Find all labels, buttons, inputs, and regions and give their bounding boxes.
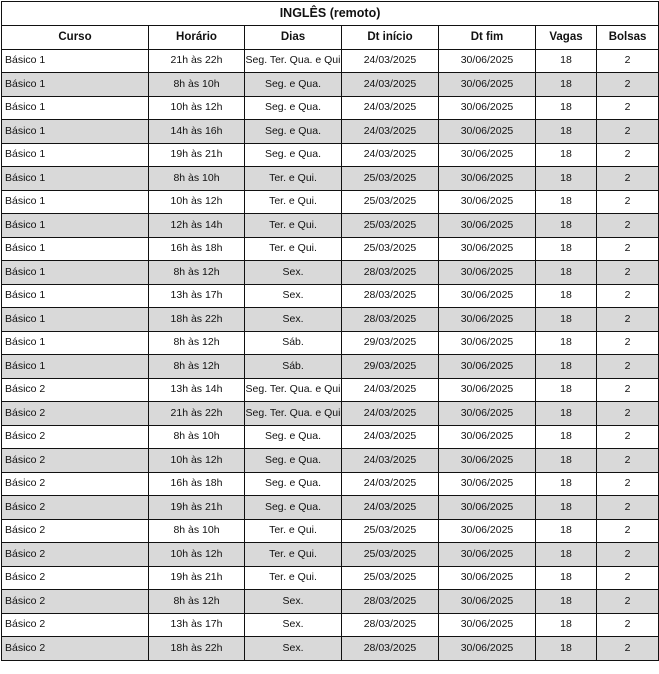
curso-cell: Básico 1 [2,355,149,379]
bolsas-cell: 2 [597,49,659,73]
horario-cell: 13h às 17h [149,284,245,308]
bolsas-cell: 2 [597,73,659,97]
dt-fim-cell: 30/06/2025 [439,637,536,661]
dt-fim-cell: 30/06/2025 [439,284,536,308]
horario-cell: 8h às 12h [149,331,245,355]
vagas-cell: 18 [536,143,597,167]
vagas-cell: 18 [536,355,597,379]
curso-cell: Básico 2 [2,637,149,661]
bolsas-cell: 2 [597,190,659,214]
horario-cell: 8h às 12h [149,590,245,614]
dias-cell: Ter. e Qui. [245,519,342,543]
vagas-cell: 18 [536,214,597,238]
dt-inicio-cell: 25/03/2025 [342,566,439,590]
table-row [2,49,659,73]
dt-fim-cell: 30/06/2025 [439,143,536,167]
dias-cell: Seg. e Qua. [245,425,342,449]
dias-cell: Seg. e Qua. [245,73,342,97]
table-row [2,472,659,496]
curso-cell: Básico 2 [2,425,149,449]
table-row [2,355,659,379]
curso-cell: Básico 2 [2,519,149,543]
curso-cell: Básico 2 [2,496,149,520]
dias-cell: Ter. e Qui. [245,543,342,567]
horario-cell: 16h às 18h [149,472,245,496]
schedule-table [1,1,659,661]
dt-fim-cell: 30/06/2025 [439,261,536,285]
dt-inicio-cell: 24/03/2025 [342,496,439,520]
table-row [2,331,659,355]
vagas-cell: 18 [536,167,597,191]
dt-fim-cell: 30/06/2025 [439,449,536,473]
horario-cell: 19h às 21h [149,566,245,590]
curso-cell: Básico 1 [2,190,149,214]
dias-cell: Sex. [245,613,342,637]
curso-cell: Básico 2 [2,613,149,637]
table-row [2,190,659,214]
bolsas-cell: 2 [597,637,659,661]
column-header-dt-fim: Dt fim [439,26,536,50]
dias-cell: Seg. e Qua. [245,120,342,144]
vagas-cell: 18 [536,237,597,261]
table-row [2,613,659,637]
horario-cell: 19h às 21h [149,496,245,520]
bolsas-cell: 2 [597,120,659,144]
dias-cell: Sex. [245,590,342,614]
table-row [2,637,659,661]
curso-cell: Básico 1 [2,73,149,97]
curso-cell: Básico 2 [2,449,149,473]
dias-cell: Sex. [245,261,342,285]
dias-cell: Ter. e Qui. [245,190,342,214]
table-row [2,425,659,449]
table-row [2,167,659,191]
table-row [2,214,659,238]
dt-inicio-cell: 24/03/2025 [342,120,439,144]
bolsas-cell: 2 [597,355,659,379]
dt-inicio-cell: 24/03/2025 [342,96,439,120]
table-row [2,308,659,332]
curso-cell: Básico 1 [2,284,149,308]
dias-cell: Sex. [245,308,342,332]
dt-inicio-cell: 28/03/2025 [342,613,439,637]
vagas-cell: 18 [536,308,597,332]
horario-cell: 21h às 22h [149,49,245,73]
bolsas-cell: 2 [597,378,659,402]
dias-cell: Seg. e Qua. [245,496,342,520]
dt-fim-cell: 30/06/2025 [439,73,536,97]
bolsas-cell: 2 [597,590,659,614]
curso-cell: Básico 1 [2,308,149,332]
curso-cell: Básico 1 [2,331,149,355]
dt-fim-cell: 30/06/2025 [439,120,536,144]
horario-cell: 21h às 22h [149,402,245,426]
vagas-cell: 18 [536,331,597,355]
vagas-cell: 18 [536,496,597,520]
curso-cell: Básico 1 [2,49,149,73]
horario-cell: 13h às 17h [149,613,245,637]
dt-inicio-cell: 25/03/2025 [342,214,439,238]
vagas-cell: 18 [536,519,597,543]
bolsas-cell: 2 [597,613,659,637]
dias-cell: Sex. [245,284,342,308]
table-row [2,402,659,426]
bolsas-cell: 2 [597,449,659,473]
table-row [2,96,659,120]
horario-cell: 19h às 21h [149,143,245,167]
table-row [2,73,659,97]
dt-inicio-cell: 28/03/2025 [342,261,439,285]
dt-inicio-cell: 29/03/2025 [342,331,439,355]
dt-fim-cell: 30/06/2025 [439,355,536,379]
dt-inicio-cell: 28/03/2025 [342,284,439,308]
vagas-cell: 18 [536,284,597,308]
horario-cell: 8h às 12h [149,355,245,379]
dias-cell: Seg. e Qua. [245,96,342,120]
horario-cell: 8h às 10h [149,425,245,449]
horario-cell: 16h às 18h [149,237,245,261]
dias-cell: Sex. [245,637,342,661]
bolsas-cell: 2 [597,519,659,543]
vagas-cell: 18 [536,449,597,473]
bolsas-cell: 2 [597,402,659,426]
column-header-horario: Horário [149,26,245,50]
dias-cell: Seg. Ter. Qua. e Qui [245,49,342,73]
dt-fim-cell: 30/06/2025 [439,167,536,191]
vagas-cell: 18 [536,590,597,614]
dt-inicio-cell: 28/03/2025 [342,637,439,661]
vagas-cell: 18 [536,613,597,637]
dias-cell: Ter. e Qui. [245,214,342,238]
curso-cell: Básico 1 [2,96,149,120]
dt-fim-cell: 30/06/2025 [439,49,536,73]
column-header-curso: Curso [2,26,149,50]
horario-cell: 8h às 12h [149,261,245,285]
curso-cell: Básico 1 [2,261,149,285]
table-row [2,120,659,144]
table-row [2,590,659,614]
curso-cell: Básico 2 [2,402,149,426]
horario-cell: 10h às 12h [149,96,245,120]
vagas-cell: 18 [536,566,597,590]
dt-fim-cell: 30/06/2025 [439,519,536,543]
vagas-cell: 18 [536,402,597,426]
dt-inicio-cell: 25/03/2025 [342,543,439,567]
vagas-cell: 18 [536,49,597,73]
dias-cell: Seg. e Qua. [245,472,342,496]
dt-inicio-cell: 24/03/2025 [342,402,439,426]
dt-inicio-cell: 29/03/2025 [342,355,439,379]
horario-cell: 10h às 12h [149,543,245,567]
vagas-cell: 18 [536,543,597,567]
vagas-cell: 18 [536,378,597,402]
dt-fim-cell: 30/06/2025 [439,331,536,355]
dt-fim-cell: 30/06/2025 [439,402,536,426]
column-header-bolsas: Bolsas [597,26,659,50]
vagas-cell: 18 [536,96,597,120]
table-row [2,284,659,308]
curso-cell: Básico 1 [2,143,149,167]
dt-inicio-cell: 25/03/2025 [342,167,439,191]
dt-fim-cell: 30/06/2025 [439,96,536,120]
curso-cell: Básico 2 [2,543,149,567]
vagas-cell: 18 [536,261,597,285]
bolsas-cell: 2 [597,237,659,261]
table-row [2,543,659,567]
dias-cell: Seg. e Qua. [245,449,342,473]
table-row [2,449,659,473]
dias-cell: Ter. e Qui. [245,167,342,191]
column-header-dt-inicio: Dt início [342,26,439,50]
table-row [2,237,659,261]
bolsas-cell: 2 [597,543,659,567]
bolsas-cell: 2 [597,308,659,332]
dias-cell: Seg. e Qua. [245,143,342,167]
table-row [2,143,659,167]
bolsas-cell: 2 [597,214,659,238]
bolsas-cell: 2 [597,566,659,590]
dt-fim-cell: 30/06/2025 [439,590,536,614]
horario-cell: 13h às 14h [149,378,245,402]
dt-inicio-cell: 24/03/2025 [342,472,439,496]
vagas-cell: 18 [536,425,597,449]
curso-cell: Básico 2 [2,590,149,614]
dt-inicio-cell: 28/03/2025 [342,590,439,614]
horario-cell: 8h às 10h [149,73,245,97]
curso-cell: Básico 1 [2,120,149,144]
horario-cell: 18h às 22h [149,637,245,661]
horario-cell: 18h às 22h [149,308,245,332]
column-header-dias: Dias [245,26,342,50]
table-body [2,49,659,660]
bolsas-cell: 2 [597,167,659,191]
dt-inicio-cell: 28/03/2025 [342,308,439,332]
vagas-cell: 18 [536,637,597,661]
table-row [2,378,659,402]
dias-cell: Seg. Ter. Qua. e Qui [245,402,342,426]
dt-fim-cell: 30/06/2025 [439,613,536,637]
dt-inicio-cell: 24/03/2025 [342,449,439,473]
table-row [2,261,659,285]
dt-inicio-cell: 24/03/2025 [342,143,439,167]
dt-fim-cell: 30/06/2025 [439,472,536,496]
bolsas-cell: 2 [597,496,659,520]
bolsas-cell: 2 [597,425,659,449]
curso-cell: Básico 1 [2,237,149,261]
horario-cell: 8h às 10h [149,519,245,543]
vagas-cell: 18 [536,120,597,144]
dias-cell: Ter. e Qui. [245,237,342,261]
bolsas-cell: 2 [597,331,659,355]
vagas-cell: 18 [536,472,597,496]
dt-inicio-cell: 25/03/2025 [342,237,439,261]
dias-cell: Sáb. [245,355,342,379]
curso-cell: Básico 1 [2,214,149,238]
dias-cell: Seg. Ter. Qua. e Qui [245,378,342,402]
horario-cell: 10h às 12h [149,190,245,214]
bolsas-cell: 2 [597,143,659,167]
dt-fim-cell: 30/06/2025 [439,378,536,402]
dt-fim-cell: 30/06/2025 [439,496,536,520]
dt-inicio-cell: 24/03/2025 [342,73,439,97]
dt-fim-cell: 30/06/2025 [439,425,536,449]
horario-cell: 8h às 10h [149,167,245,191]
curso-cell: Básico 2 [2,566,149,590]
dt-fim-cell: 30/06/2025 [439,190,536,214]
table-row [2,519,659,543]
dt-inicio-cell: 24/03/2025 [342,425,439,449]
table-row [2,496,659,520]
curso-cell: Básico 1 [2,167,149,191]
vagas-cell: 18 [536,73,597,97]
dt-fim-cell: 30/06/2025 [439,566,536,590]
dt-inicio-cell: 25/03/2025 [342,519,439,543]
dt-inicio-cell: 24/03/2025 [342,49,439,73]
vagas-cell: 18 [536,190,597,214]
dt-inicio-cell: 25/03/2025 [342,190,439,214]
dias-cell: Ter. e Qui. [245,566,342,590]
dt-fim-cell: 30/06/2025 [439,543,536,567]
dt-fim-cell: 30/06/2025 [439,237,536,261]
horario-cell: 14h às 16h [149,120,245,144]
dt-fim-cell: 30/06/2025 [439,214,536,238]
curso-cell: Básico 2 [2,378,149,402]
bolsas-cell: 2 [597,472,659,496]
horario-cell: 10h às 12h [149,449,245,473]
column-header-vagas: Vagas [536,26,597,50]
dt-fim-cell: 30/06/2025 [439,308,536,332]
bolsas-cell: 2 [597,261,659,285]
table-title: INGLÊS (remoto) [2,2,659,26]
horario-cell: 12h às 14h [149,214,245,238]
dias-cell: Sáb. [245,331,342,355]
table-row [2,566,659,590]
dt-inicio-cell: 24/03/2025 [342,378,439,402]
curso-cell: Básico 2 [2,472,149,496]
bolsas-cell: 2 [597,96,659,120]
bolsas-cell: 2 [597,284,659,308]
header-row [2,26,659,50]
